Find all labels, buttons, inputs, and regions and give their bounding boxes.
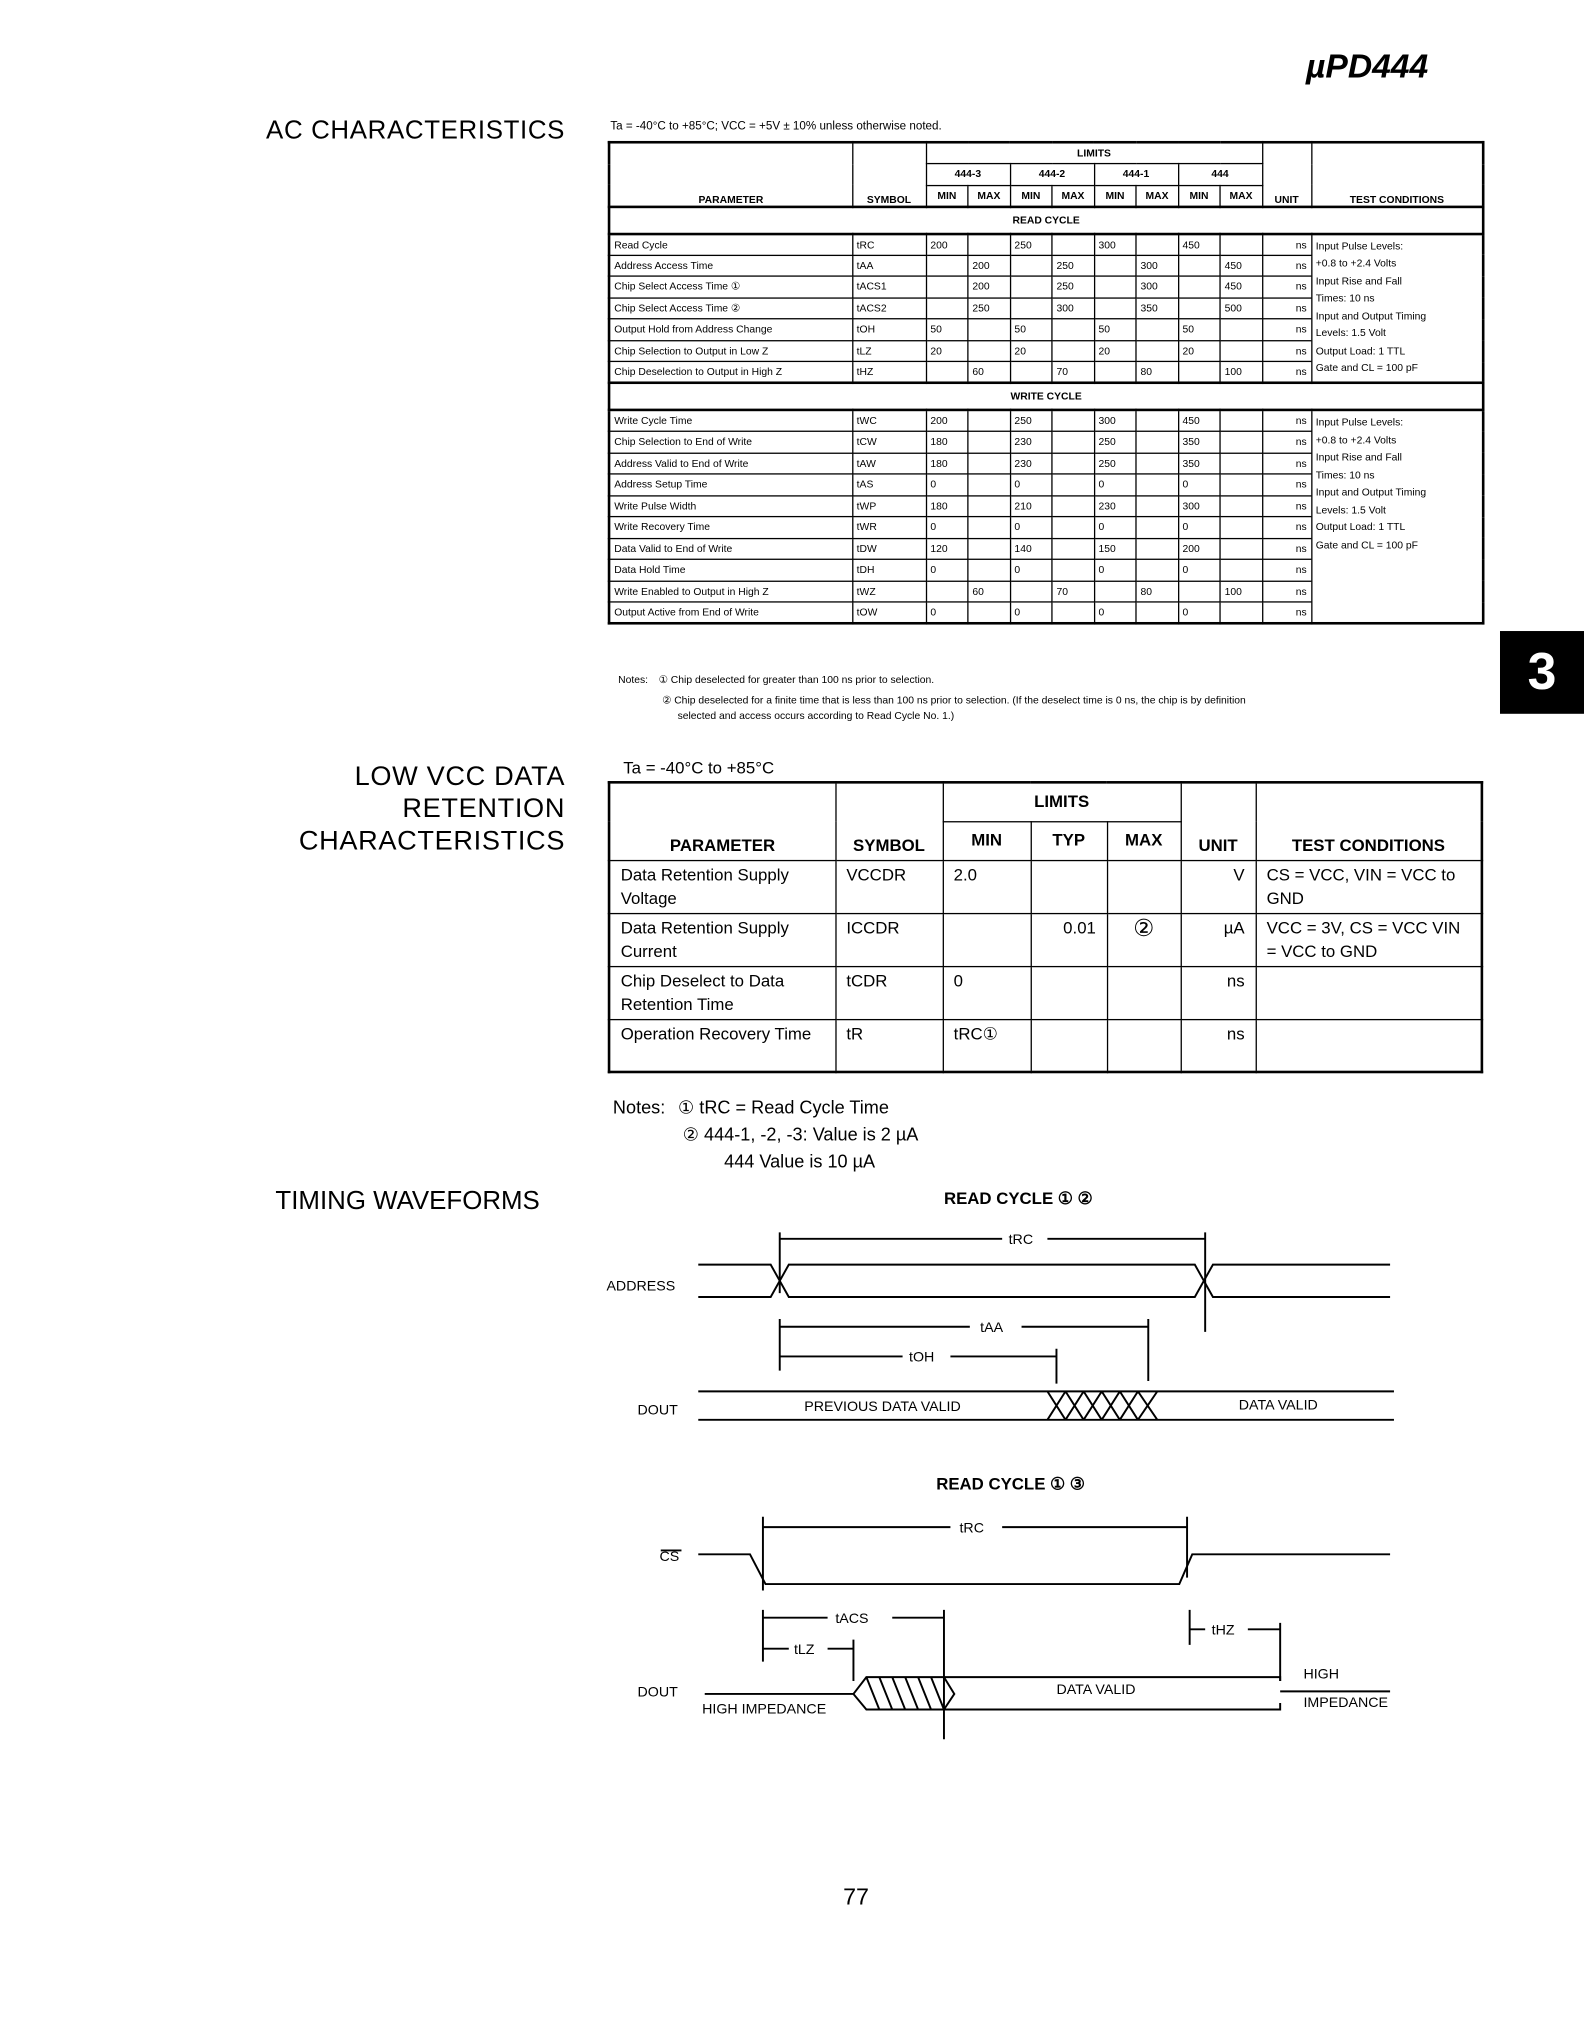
value-cell: 0	[1178, 517, 1220, 538]
value-cell: 350	[1136, 297, 1178, 318]
unit-cell: µA	[1181, 913, 1256, 966]
test-condition-line: Levels: 1.5 Volt	[1315, 503, 1386, 516]
test-condition-line: Times: 10 ns	[1315, 468, 1375, 481]
unit-cell: ns	[1262, 233, 1311, 254]
col-typ: TYP	[1031, 821, 1107, 860]
value-cell: 200	[926, 410, 968, 431]
notes-label: Notes:	[612, 1096, 666, 1118]
thz-label: tHZ	[1211, 1622, 1235, 1639]
parameter-cell: Output Active from End of Write	[609, 602, 852, 623]
value-cell: 450	[1178, 233, 1220, 254]
max-header: MAX	[1220, 185, 1262, 206]
version-header: 444	[1178, 164, 1262, 185]
value-cell: 350	[1178, 453, 1220, 474]
symbol-cell: tLZ	[852, 340, 926, 361]
col-max: MAX	[1107, 821, 1181, 860]
value-cell: 200	[968, 276, 1010, 297]
value-cell: 0	[1094, 559, 1136, 580]
value-cell: 0	[1010, 559, 1052, 580]
trc-label: tRC	[959, 1520, 984, 1537]
max-header: MAX	[1136, 185, 1178, 206]
note-1: ① tRC = Read Cycle Time	[678, 1096, 889, 1118]
unit-cell: ns	[1262, 319, 1311, 340]
col-unit: UNIT	[1262, 142, 1311, 206]
symbol-cell: tWP	[852, 495, 926, 516]
symbol-cell: tACS1	[852, 276, 926, 297]
value-cell: 0	[1094, 517, 1136, 538]
unit-cell: ns	[1262, 559, 1311, 580]
unit-cell: ns	[1262, 538, 1311, 559]
version-header: 444-3	[926, 164, 1010, 185]
ac-characteristics-title: AC CHARACTERISTICS	[266, 116, 566, 145]
test-condition-line: Gate and CL = 100 pF	[1315, 362, 1419, 374]
col-limits: LIMITS	[926, 142, 1262, 163]
value-cell: 250	[1094, 453, 1136, 474]
col-test-conditions: TEST CONDITIONS	[1311, 142, 1483, 206]
value-cell: 100	[1220, 581, 1262, 602]
test-conditions-cell: CS = VCC, VIN = VCC to GND	[1256, 860, 1482, 913]
note-1: ① Chip deselected for greater than 100 ns prior to selection.	[658, 673, 935, 686]
value-cell: 300	[1052, 297, 1094, 318]
test-condition-line: Input Pulse Levels:	[1315, 239, 1404, 252]
value-cell: 50	[926, 319, 968, 340]
symbol-cell: tR	[835, 1019, 942, 1072]
test-condition-line: Input and Output Timing	[1315, 486, 1427, 498]
col-parameter: PARAMETER	[609, 142, 852, 206]
value-cell: 230	[1010, 431, 1052, 452]
read-cycle-section-header: READ CYCLE	[609, 206, 1483, 233]
parameter-cell: Address Access Time	[609, 255, 852, 276]
unit-cell: ns	[1262, 431, 1311, 452]
value-cell: 50	[1010, 319, 1052, 340]
value-cell: 350	[1178, 431, 1220, 452]
min-header: MIN	[1178, 185, 1220, 206]
title-line: CHARACTERISTICS	[298, 826, 566, 857]
parameter-cell: Data Retention Supply Voltage	[609, 860, 835, 913]
unit-cell: ns	[1262, 474, 1311, 495]
max-cell: ②	[1107, 913, 1181, 966]
test-condition-line: Input Rise and Fall	[1315, 274, 1402, 287]
value-cell: 150	[1094, 538, 1136, 559]
unit-cell: ns	[1262, 495, 1311, 516]
value-cell: 250	[968, 297, 1010, 318]
test-condition-line: Input and Output Timing	[1315, 309, 1427, 322]
parameter-cell: Read Cycle	[609, 233, 852, 254]
test-condition-line: Output Load: 1 TTL	[1315, 344, 1406, 357]
low-vcc-conditions: Ta = -40°C to +85°C	[623, 757, 775, 778]
unit-cell: ns	[1262, 297, 1311, 318]
symbol-cell: tDW	[852, 538, 926, 559]
col-limits: LIMITS	[943, 782, 1181, 821]
page-number: 77	[843, 1884, 870, 1910]
unit-cell: ns	[1262, 340, 1311, 361]
test-condition-line: Times: 10 ns	[1315, 292, 1375, 304]
unit-cell: ns	[1181, 966, 1256, 1019]
value-cell: 450	[1220, 276, 1262, 297]
version-header: 444-2	[1010, 164, 1094, 185]
note-2-cont: 444 Value is 10 µA	[724, 1150, 876, 1172]
section-tab: 3	[1500, 631, 1584, 714]
symbol-cell: tWZ	[852, 581, 926, 602]
unit-cell: ns	[1262, 581, 1311, 602]
parameter-cell: Write Cycle Time	[609, 410, 852, 431]
value-cell: 180	[926, 453, 968, 474]
previous-data-valid-label: PREVIOUS DATA VALID	[804, 1398, 961, 1415]
timing-waveforms-title: TIMING WAVEFORMS	[275, 1187, 540, 1216]
value-cell: 20	[1010, 340, 1052, 361]
parameter-cell: Chip Deselect to Data Retention Time	[609, 966, 835, 1019]
parameter-cell: Write Enabled to Output in High Z	[609, 581, 852, 602]
value-cell: 0	[1010, 517, 1052, 538]
parameter-cell: Address Valid to End of Write	[609, 453, 852, 474]
value-cell: 250	[1052, 255, 1094, 276]
taa-label: tAA	[980, 1319, 1004, 1336]
value-cell: 0	[926, 474, 968, 495]
unit-cell: ns	[1262, 602, 1311, 623]
value-cell: 230	[1094, 495, 1136, 516]
min-cell: 0	[943, 966, 1031, 1019]
unit-cell: ns	[1262, 276, 1311, 297]
value-cell: 20	[926, 340, 968, 361]
toh-label: tOH	[909, 1349, 935, 1366]
value-cell: 210	[1010, 495, 1052, 516]
col-min: MIN	[943, 821, 1031, 860]
value-cell: 0	[1094, 602, 1136, 623]
parameter-cell: Data Retention Supply Current	[609, 913, 835, 966]
symbol-cell: VCCDR	[835, 860, 942, 913]
test-condition-line: Output Load: 1 TTL	[1315, 521, 1406, 533]
parameter-cell: Chip Select Access Time ②	[609, 297, 852, 318]
min-header: MIN	[926, 185, 968, 206]
parameter-cell: Data Valid to End of Write	[609, 538, 852, 559]
part-number: µPD444	[1306, 46, 1429, 86]
parameter-cell: Chip Selection to End of Write	[609, 431, 852, 452]
tlz-label: tLZ	[793, 1641, 815, 1658]
value-cell: 80	[1136, 581, 1178, 602]
value-cell: 20	[1094, 340, 1136, 361]
value-cell: 70	[1052, 581, 1094, 602]
value-cell: 180	[926, 431, 968, 452]
parameter-cell: Write Recovery Time	[609, 517, 852, 538]
test-condition-line: +0.8 to +2.4 Volts	[1315, 257, 1397, 269]
unit-cell: ns	[1262, 453, 1311, 474]
parameter-cell: Operation Recovery Time	[609, 1019, 835, 1072]
test-condition-line: Input Rise and Fall	[1315, 451, 1402, 463]
min-header: MIN	[1094, 185, 1136, 206]
address-label: ADDRESS	[606, 1278, 676, 1295]
value-cell: 450	[1220, 255, 1262, 276]
value-cell: 230	[1010, 453, 1052, 474]
value-cell: 250	[1094, 431, 1136, 452]
title-line: LOW VCC DATA	[354, 761, 566, 792]
test-condition-line: Gate and CL = 100 pF	[1315, 538, 1419, 551]
ac-conditions: Ta = -40°C to +85°C; VCC = +5V ± 10% unless otherwise noted.	[610, 118, 942, 132]
note-2-cont: selected and access occurs according to Read Cycle No. 1.)	[677, 709, 955, 722]
data-valid-label: DATA VALID	[1238, 1397, 1318, 1414]
value-cell: 200	[968, 255, 1010, 276]
value-cell: 300	[1136, 276, 1178, 297]
notes-label: Notes:	[618, 673, 649, 686]
dout-label: DOUT	[637, 1402, 678, 1419]
value-cell: 0	[1178, 474, 1220, 495]
read-cycle-1-waveform	[698, 1232, 1394, 1419]
title-line: RETENTION	[402, 793, 566, 824]
symbol-cell: tAA	[852, 255, 926, 276]
parameter-cell: Output Hold from Address Change	[609, 319, 852, 340]
symbol-cell: tACS2	[852, 297, 926, 318]
read-cycle-1-title: READ CYCLE ① ②	[943, 1188, 1093, 1208]
symbol-cell: tRC	[852, 233, 926, 254]
symbol-cell: tHZ	[852, 361, 926, 382]
unit-cell: ns	[1262, 361, 1311, 382]
value-cell: 0	[1010, 474, 1052, 495]
value-cell: 300	[1094, 233, 1136, 254]
version-header: 444-1	[1094, 164, 1178, 185]
value-cell: 80	[1136, 361, 1178, 382]
value-cell: 300	[1178, 495, 1220, 516]
read-cycle-2-title: READ CYCLE ① ③	[936, 1474, 1085, 1494]
value-cell: 300	[1094, 410, 1136, 431]
parameter-cell: Chip Deselection to Output in High Z	[609, 361, 852, 382]
symbol-cell: tWR	[852, 517, 926, 538]
trc-label: tRC	[1008, 1231, 1034, 1248]
unit-cell: ns	[1262, 517, 1311, 538]
high-label: HIGH	[1303, 1666, 1339, 1683]
value-cell: 50	[1178, 319, 1220, 340]
parameter-cell: Write Pulse Width	[609, 495, 852, 516]
col-parameter: PARAMETER	[609, 782, 835, 860]
test-condition-line: +0.8 to +2.4 Volts	[1315, 433, 1397, 446]
note-2: ② 444-1, -2, -3: Value is 2 µA	[682, 1123, 919, 1145]
value-cell: 0	[1178, 602, 1220, 623]
symbol-cell: ICCDR	[835, 913, 942, 966]
parameter-cell: Chip Select Access Time ①	[609, 276, 852, 297]
symbol-cell: tOW	[852, 602, 926, 623]
data-valid-label: DATA VALID	[1056, 1681, 1136, 1698]
min-header: MIN	[1010, 185, 1052, 206]
value-cell: 450	[1178, 410, 1220, 431]
tacs-label: tACS	[835, 1610, 869, 1627]
max-header: MAX	[1052, 185, 1094, 206]
symbol-cell: tAW	[852, 453, 926, 474]
value-cell: 0	[926, 559, 968, 580]
value-cell: 200	[926, 233, 968, 254]
parameter-cell: Data Hold Time	[609, 559, 852, 580]
symbol-cell: tCW	[852, 431, 926, 452]
test-condition-line: Levels: 1.5 Volt	[1315, 327, 1386, 339]
value-cell: 250	[1010, 233, 1052, 254]
value-cell: 500	[1220, 297, 1262, 318]
value-cell: 50	[1094, 319, 1136, 340]
parameter-cell: Address Setup Time	[609, 474, 852, 495]
high-impedance-label: HIGH IMPEDANCE	[702, 1701, 827, 1718]
symbol-cell: tWC	[852, 410, 926, 431]
unit-cell: ns	[1181, 1019, 1256, 1072]
unit-cell: ns	[1262, 410, 1311, 431]
cs-label: CS	[659, 1548, 680, 1565]
col-symbol: SYMBOL	[835, 782, 942, 860]
dout-label: DOUT	[637, 1684, 678, 1701]
parameter-cell: Chip Selection to Output in Low Z	[609, 340, 852, 361]
symbol-cell: tOH	[852, 319, 926, 340]
value-cell: 0	[1178, 559, 1220, 580]
symbol-cell: tCDR	[835, 966, 942, 1019]
col-unit: UNIT	[1181, 782, 1256, 860]
value-cell: 20	[1178, 340, 1220, 361]
value-cell: 200	[1178, 538, 1220, 559]
value-cell: 120	[926, 538, 968, 559]
test-conditions-cell: VCC = 3V, CS = VCC VIN = VCC to GND	[1256, 913, 1482, 966]
typ-cell: 0.01	[1031, 913, 1107, 966]
value-cell: 300	[1136, 255, 1178, 276]
col-symbol: SYMBOL	[852, 142, 926, 206]
symbol-cell: tDH	[852, 559, 926, 580]
value-cell: 0	[926, 517, 968, 538]
unit-cell: V	[1181, 860, 1256, 913]
min-cell: 2.0	[943, 860, 1031, 913]
unit-cell: ns	[1262, 255, 1311, 276]
value-cell: 0	[1010, 602, 1052, 623]
value-cell: 100	[1220, 361, 1262, 382]
value-cell: 0	[1094, 474, 1136, 495]
note-2: ② Chip deselected for a finite time that is less than 100 ns prior to selection. (If the deselect time is 0 ns, the chip is by definition	[662, 694, 1246, 707]
write-cycle-section-header: WRITE CYCLE	[609, 383, 1483, 410]
test-condition-line: Input Pulse Levels:	[1315, 416, 1404, 429]
max-header: MAX	[968, 185, 1010, 206]
value-cell: 60	[968, 361, 1010, 382]
min-cell: tRC①	[943, 1019, 1031, 1072]
symbol-cell: tAS	[852, 474, 926, 495]
value-cell: 60	[968, 581, 1010, 602]
col-test: TEST CONDITIONS	[1256, 782, 1482, 860]
value-cell: 70	[1052, 361, 1094, 382]
impedance-label: IMPEDANCE	[1303, 1694, 1388, 1711]
value-cell: 140	[1010, 538, 1052, 559]
value-cell: 180	[926, 495, 968, 516]
value-cell: 250	[1052, 276, 1094, 297]
value-cell: 0	[926, 602, 968, 623]
value-cell: 250	[1010, 410, 1052, 431]
